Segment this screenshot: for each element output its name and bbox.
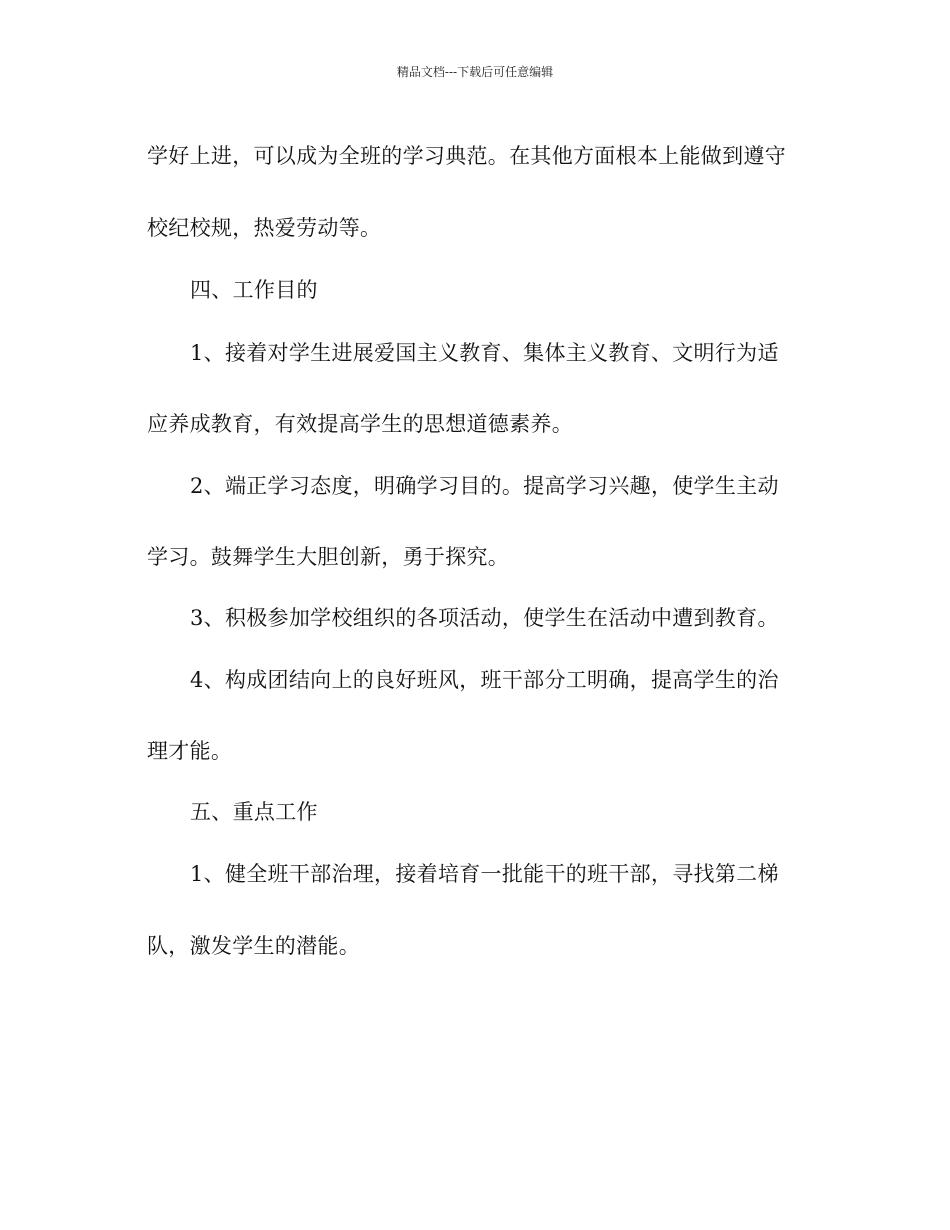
paragraph-line: 应养成教育，有效提高学生的思想道德素养。 <box>147 412 573 436</box>
section-heading: 五、重点工作 <box>190 800 318 824</box>
paragraph-line: 1、健全班干部治理，接着培育一批能干的班干部，寻找第二梯 <box>190 862 779 886</box>
page-header: 精品文档---下载后可任意编辑 <box>396 65 554 79</box>
paragraph-line: 校纪校规，热爱劳动等。 <box>147 216 382 240</box>
paragraph-line: 1、接着对学生进展爱国主义教育、集体主义教育、文明行为适 <box>190 341 779 365</box>
paragraph-line: 4、构成团结向上的良好班风，班干部分工明确，提高学生的治 <box>190 668 779 692</box>
paragraph-line: 3、积极参加学校组织的各项活动，使学生在活动中遭到教育。 <box>190 606 779 630</box>
paragraph-line: 学好上进，可以成为全班的学习典范。在其他方面根本上能做到遵守 <box>147 144 786 168</box>
paragraph-line: 理才能。 <box>147 739 233 763</box>
paragraph-line: 队，激发学生的潜能。 <box>147 934 360 958</box>
paragraph-line: 学习。鼓舞学生大胆创新，勇于探究。 <box>147 545 510 569</box>
paragraph-line: 2、端正学习态度，明确学习目的。提高学习兴趣，使学生主动 <box>190 474 779 498</box>
section-heading: 四、工作目的 <box>190 278 318 302</box>
